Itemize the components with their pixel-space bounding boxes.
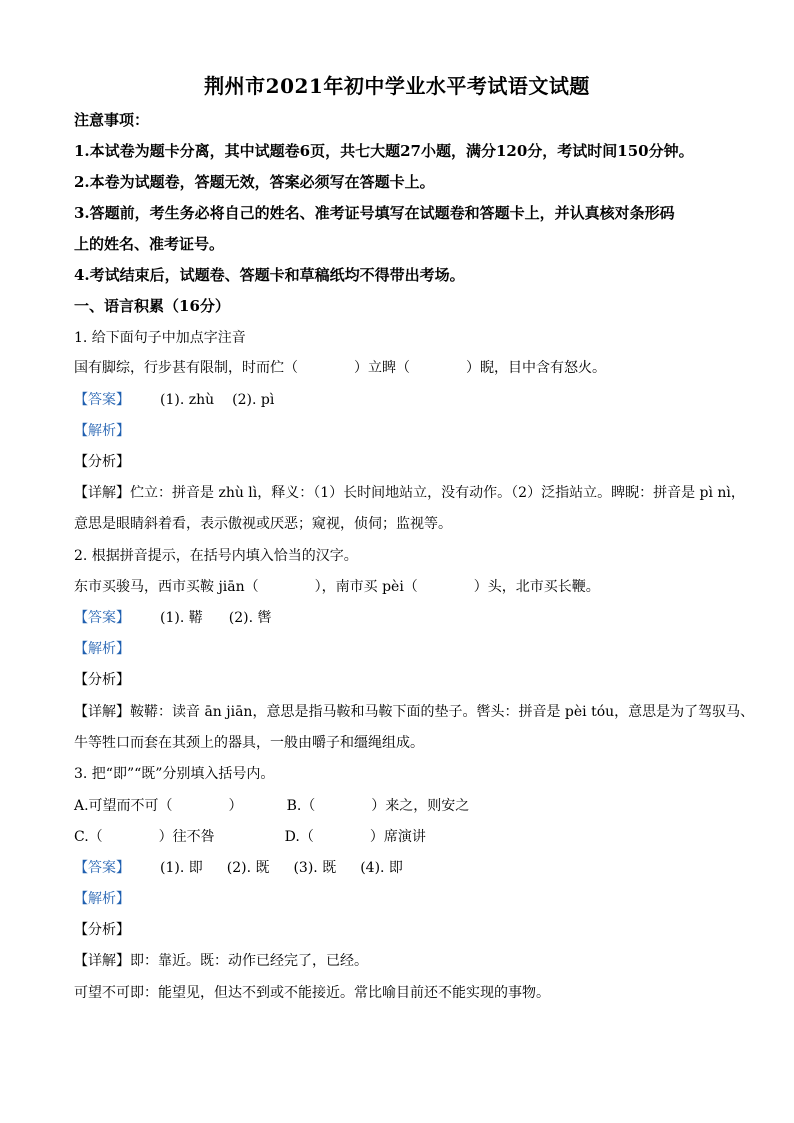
q1-answer-1: (1). zhù [160, 392, 215, 408]
q3-option-d: D.（ ）席演讲 [284, 829, 426, 845]
q1-answer-2: (2). pì [232, 392, 275, 408]
note-item-4: 4.考试结束后，试题卷、答题卡和草稿纸均不得带出考场。 [74, 266, 465, 284]
fenxi-tag: 【分析】 [74, 672, 130, 688]
jiexi-tag: 【解析】 [74, 423, 130, 439]
q3-option-a: A.可望而不可（ ） [74, 798, 243, 814]
q3-detail-row [74, 951, 734, 971]
detail-tag: 【详解】 [74, 953, 130, 969]
q1-prompt: 1. 给下面句子中加点字注音 [74, 330, 246, 346]
q3-detail-text: 即：靠近。既：动作已经完了，已经。 [130, 953, 368, 969]
section-heading: 一、语言积累（16分） [74, 297, 230, 315]
q2-prompt: 2. 根据拼音提示，在括号内填入恰当的汉字。 [74, 548, 358, 564]
q3-answer-2: (2). 既 [226, 860, 270, 876]
q3-option-c: C.（ ）往不咎 [74, 829, 215, 845]
q3-options-row-2 [74, 827, 734, 847]
q2-answer-2: (2). 辔 [228, 610, 272, 626]
fenxi-tag: 【分析】 [74, 454, 130, 470]
answer-tag: 【答案】 [74, 392, 130, 408]
q3-answer-4: (4). 即 [360, 860, 403, 876]
detail-tag: 【详解】 [74, 704, 130, 720]
note-item-3-cont: 上的姓名、准考证号。 [74, 235, 225, 253]
q1-sentence: 国有脚综，行步甚有限制，时而伫（ ）立睥（ ）睨，目中含有怒火。 [74, 360, 606, 376]
q2-sentence: 东市买骏马，西市买鞍 jiān（ ），南市买 pèi（ ）头，北市买长鞭。 [74, 579, 600, 595]
note-item-2: 2.本卷为试题卷，答题无效，答案必须写在答题卡上。 [74, 173, 435, 191]
q3-option-b: B.（ ）来之，则安之 [286, 798, 470, 814]
note-item-3: 3.答题前，考生务必将自己的姓名、准考证号填写在试题卷和答题卡上，并认真核对条形码 [74, 204, 675, 222]
q1-answer-row [74, 390, 734, 410]
q3-answer-3: (3). 既 [293, 860, 337, 876]
q3-prompt: 3. 把“即”“既”分别填入括号内。 [74, 766, 275, 782]
q2-detail-row [74, 702, 755, 722]
q2-answer-1: (1). 鞯 [160, 610, 203, 626]
q3-options-row-1 [74, 796, 734, 816]
note-item-1: 1.本试卷为题卡分离，其中试题卷6页，共七大题27小题，满分120分，考试时间150分钟。 [74, 142, 694, 160]
jiexi-tag: 【解析】 [74, 641, 130, 657]
fenxi-tag: 【分析】 [74, 922, 130, 938]
q2-detail-text: 鞍鞯：读音 ān jiān，意思是指马鞍和马鞍下面的垫子。辔头：拼音是 pèi tóu，意思是为了驾驭马、 [130, 704, 755, 720]
q3-detail-cont: 可望不可即：能望见，但达不到或不能接近。常比喻目前还不能实现的事物。 [74, 985, 550, 1001]
jiexi-tag: 【解析】 [74, 891, 130, 907]
page-title: 荆州市2021年初中学业水平考试语文试题 [204, 74, 590, 98]
q2-detail-cont: 牛等牲口而套在其颈上的器具，一般由嚼子和缰绳组成。 [74, 735, 424, 751]
detail-tag: 【详解】 [74, 485, 130, 501]
notes-heading: 注意事项： [74, 111, 150, 129]
answer-tag: 【答案】 [74, 610, 130, 626]
answer-tag: 【答案】 [74, 860, 130, 876]
q3-answer-1: (1). 即 [160, 860, 203, 876]
q1-detail-cont: 意思是眼睛斜着看，表示傲视或厌恶；窥视，侦伺；监视等。 [74, 516, 452, 532]
q1-detail-row [74, 483, 745, 503]
q3-answer-row [74, 858, 734, 878]
q2-answer-row [74, 608, 734, 628]
q1-detail-text: 伫立：拼音是 zhù lì，释义：（1）长时间地站立，没有动作。（2）泛指站立。睥睨：拼音是 pì nì， [130, 485, 745, 501]
